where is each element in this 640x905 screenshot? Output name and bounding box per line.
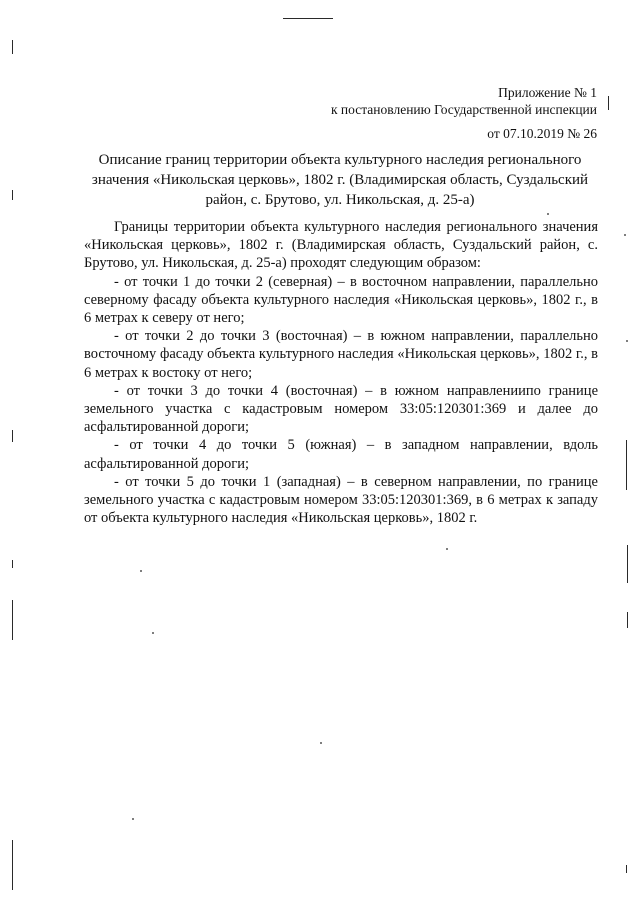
scan-edge-mark <box>627 612 628 628</box>
scan-edge-mark <box>12 600 13 640</box>
title-line-3: район, с. Брутово, ул. Никольская, д. 25-а) <box>205 192 475 208</box>
scan-edge-mark <box>608 96 609 110</box>
scan-speck <box>132 818 134 820</box>
scan-speck <box>446 548 448 550</box>
appendix-date: от 07.10.2019 № 26 <box>487 126 597 141</box>
scan-edge-mark <box>626 440 627 490</box>
scan-speck <box>140 570 142 572</box>
scan-edge-mark <box>12 40 13 54</box>
scan-edge-mark <box>627 545 628 583</box>
title-line-1: Описание границ территории объекта культурного наследия регионального <box>98 152 582 168</box>
scan-speck <box>547 213 549 215</box>
scan-edge-mark <box>12 190 13 200</box>
boundary-item-2: - от точки 2 до точки 3 (восточная) – в южном направлении, параллельно восточному фасаду объекта культурного наследия «Никольская церковь», 1802 г., в 6 метрах к востоку от него; <box>84 328 598 381</box>
scan-speck <box>626 340 628 342</box>
document-title <box>60 150 620 210</box>
scan-edge-mark <box>283 18 333 19</box>
boundary-item-5: - от точки 5 до точки 1 (западная) – в северном направлении, по границе земельного участка с кадастровым номером 33:05:120301:369, в 6 метрах к западу от объекта культурного наследия «Никольская церковь», 1802 г. <box>84 473 598 527</box>
scan-edge-mark <box>626 865 627 873</box>
appendix-resolution: к постановлению Государственной инспекции <box>331 102 597 117</box>
appendix-header <box>297 84 597 144</box>
intro-paragraph: Границы территории объекта культурного наследия регионального значения «Никольская церковь», 1802 г. (Владимирская область, Суздальский район, с. Брутово, ул. Никольская, д. 25-а) проходят следующим образом: <box>84 219 598 272</box>
boundary-item-3: - от точки 3 до точки 4 (восточная) – в южном направлениипо границе земельного участка с кадастровым номером 33:05:120301:369 и далее до асфальтированной дороги; <box>84 382 598 436</box>
boundary-item-4: - от точки 4 до точки 5 (южная) – в западном направлении, вдоль асфальтированной дороги; <box>84 437 598 472</box>
scan-edge-mark <box>12 840 13 890</box>
document-body <box>84 218 598 527</box>
scan-speck <box>320 742 322 744</box>
scan-speck <box>152 632 154 634</box>
title-line-2: значения «Никольская церковь», 1802 г. (Владимирская область, Суздальский <box>91 172 589 188</box>
appendix-number: Приложение № 1 <box>498 85 597 100</box>
scan-edge-mark <box>12 560 13 568</box>
scan-edge-mark <box>12 430 13 442</box>
scan-speck <box>624 234 626 236</box>
boundary-item-1: - от точки 1 до точки 2 (северная) – в восточном направлении, параллельно северному фасаду объекта культурного наследия «Никольская церковь», 1802 г., в 6 метрах к северу от него; <box>84 273 598 327</box>
